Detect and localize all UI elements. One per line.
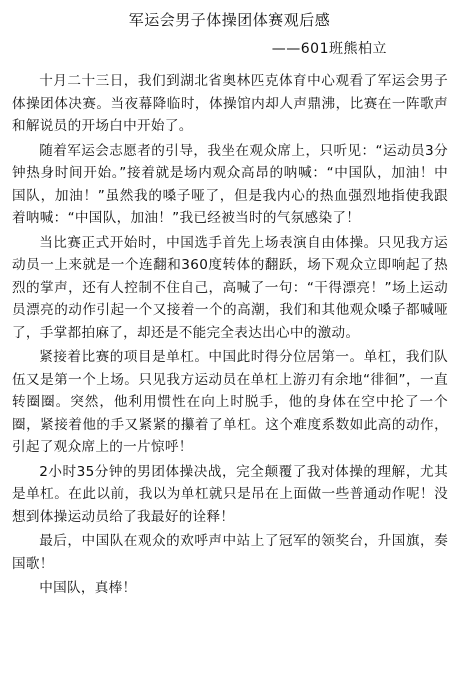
paragraph: 紧接着比赛的项目是单杠。中国此时得分位居第一。单杠，我们队伍又是第一个上场。只见我方运动员在单杠上游刃有余地“徘徊”，一直转圈圈。突然，他利用惯性在向上时脱手，他的身体在空中抡了一个圈，紧接着他的手又紧紧的攥着了单杠。这个难度系数如此高的动作，引起了观众席上的一片惊呼！ (12, 349, 448, 455)
paragraph: 最后，中国队在观众的欢呼声中站上了冠军的领奖台，升国旗，奏国歌！ (12, 533, 448, 572)
paragraph: 中国队，真棒！ (39, 580, 137, 596)
document-body (12, 70, 448, 602)
paragraph: 2小时35分钟的男团体操决战，完全颠覆了我对体操的理解，尤其是单杠。在此以前，我以为单杠就只是吊在上面做一些普通动作呢！没想到体操运动员给了我最好的诠释！ (12, 463, 448, 525)
author-byline: ——601班熊柏立 (271, 41, 387, 57)
paragraph: 十月二十三日，我们到湖北省奥林匹克体育中心观看了军运会男子体操团体决赛。当夜幕降临时，体操馆内却人声鼎沸，比赛在一阵歌声和解说员的开场白中开始了。 (12, 73, 448, 134)
paragraph: 随着军运会志愿者的引导，我坐在观众席上，只听见：“运动员3分钟热身时间开始。”接着就是场内观众高昂的呐喊：“中国队，加油！中国队，加油！”虽然我的嗓子哑了，但是我内心的热血强烈地指使我跟着呐喊：“中国队，加油！”我已经被当时的气氛感染了！ (12, 142, 448, 226)
document-title: 军运会男子体操团体赛观后感 (128, 11, 331, 29)
paragraph: 当比赛正式开始时，中国选手首先上场表演自由体操。只见我方运动员一上来就是一个连翻和360度转体的翻跃，场下观众立即响起了热烈的掌声，还有人控制不住自己，高喊了一句：“干得漂亮！”场上运动员漂亮的动作引起一个又接着一个的高潮，我们和其他观众嗓子都喊哑了，手掌都拍麻了，却还是不能完全表达出心中的激动。 (12, 234, 448, 341)
